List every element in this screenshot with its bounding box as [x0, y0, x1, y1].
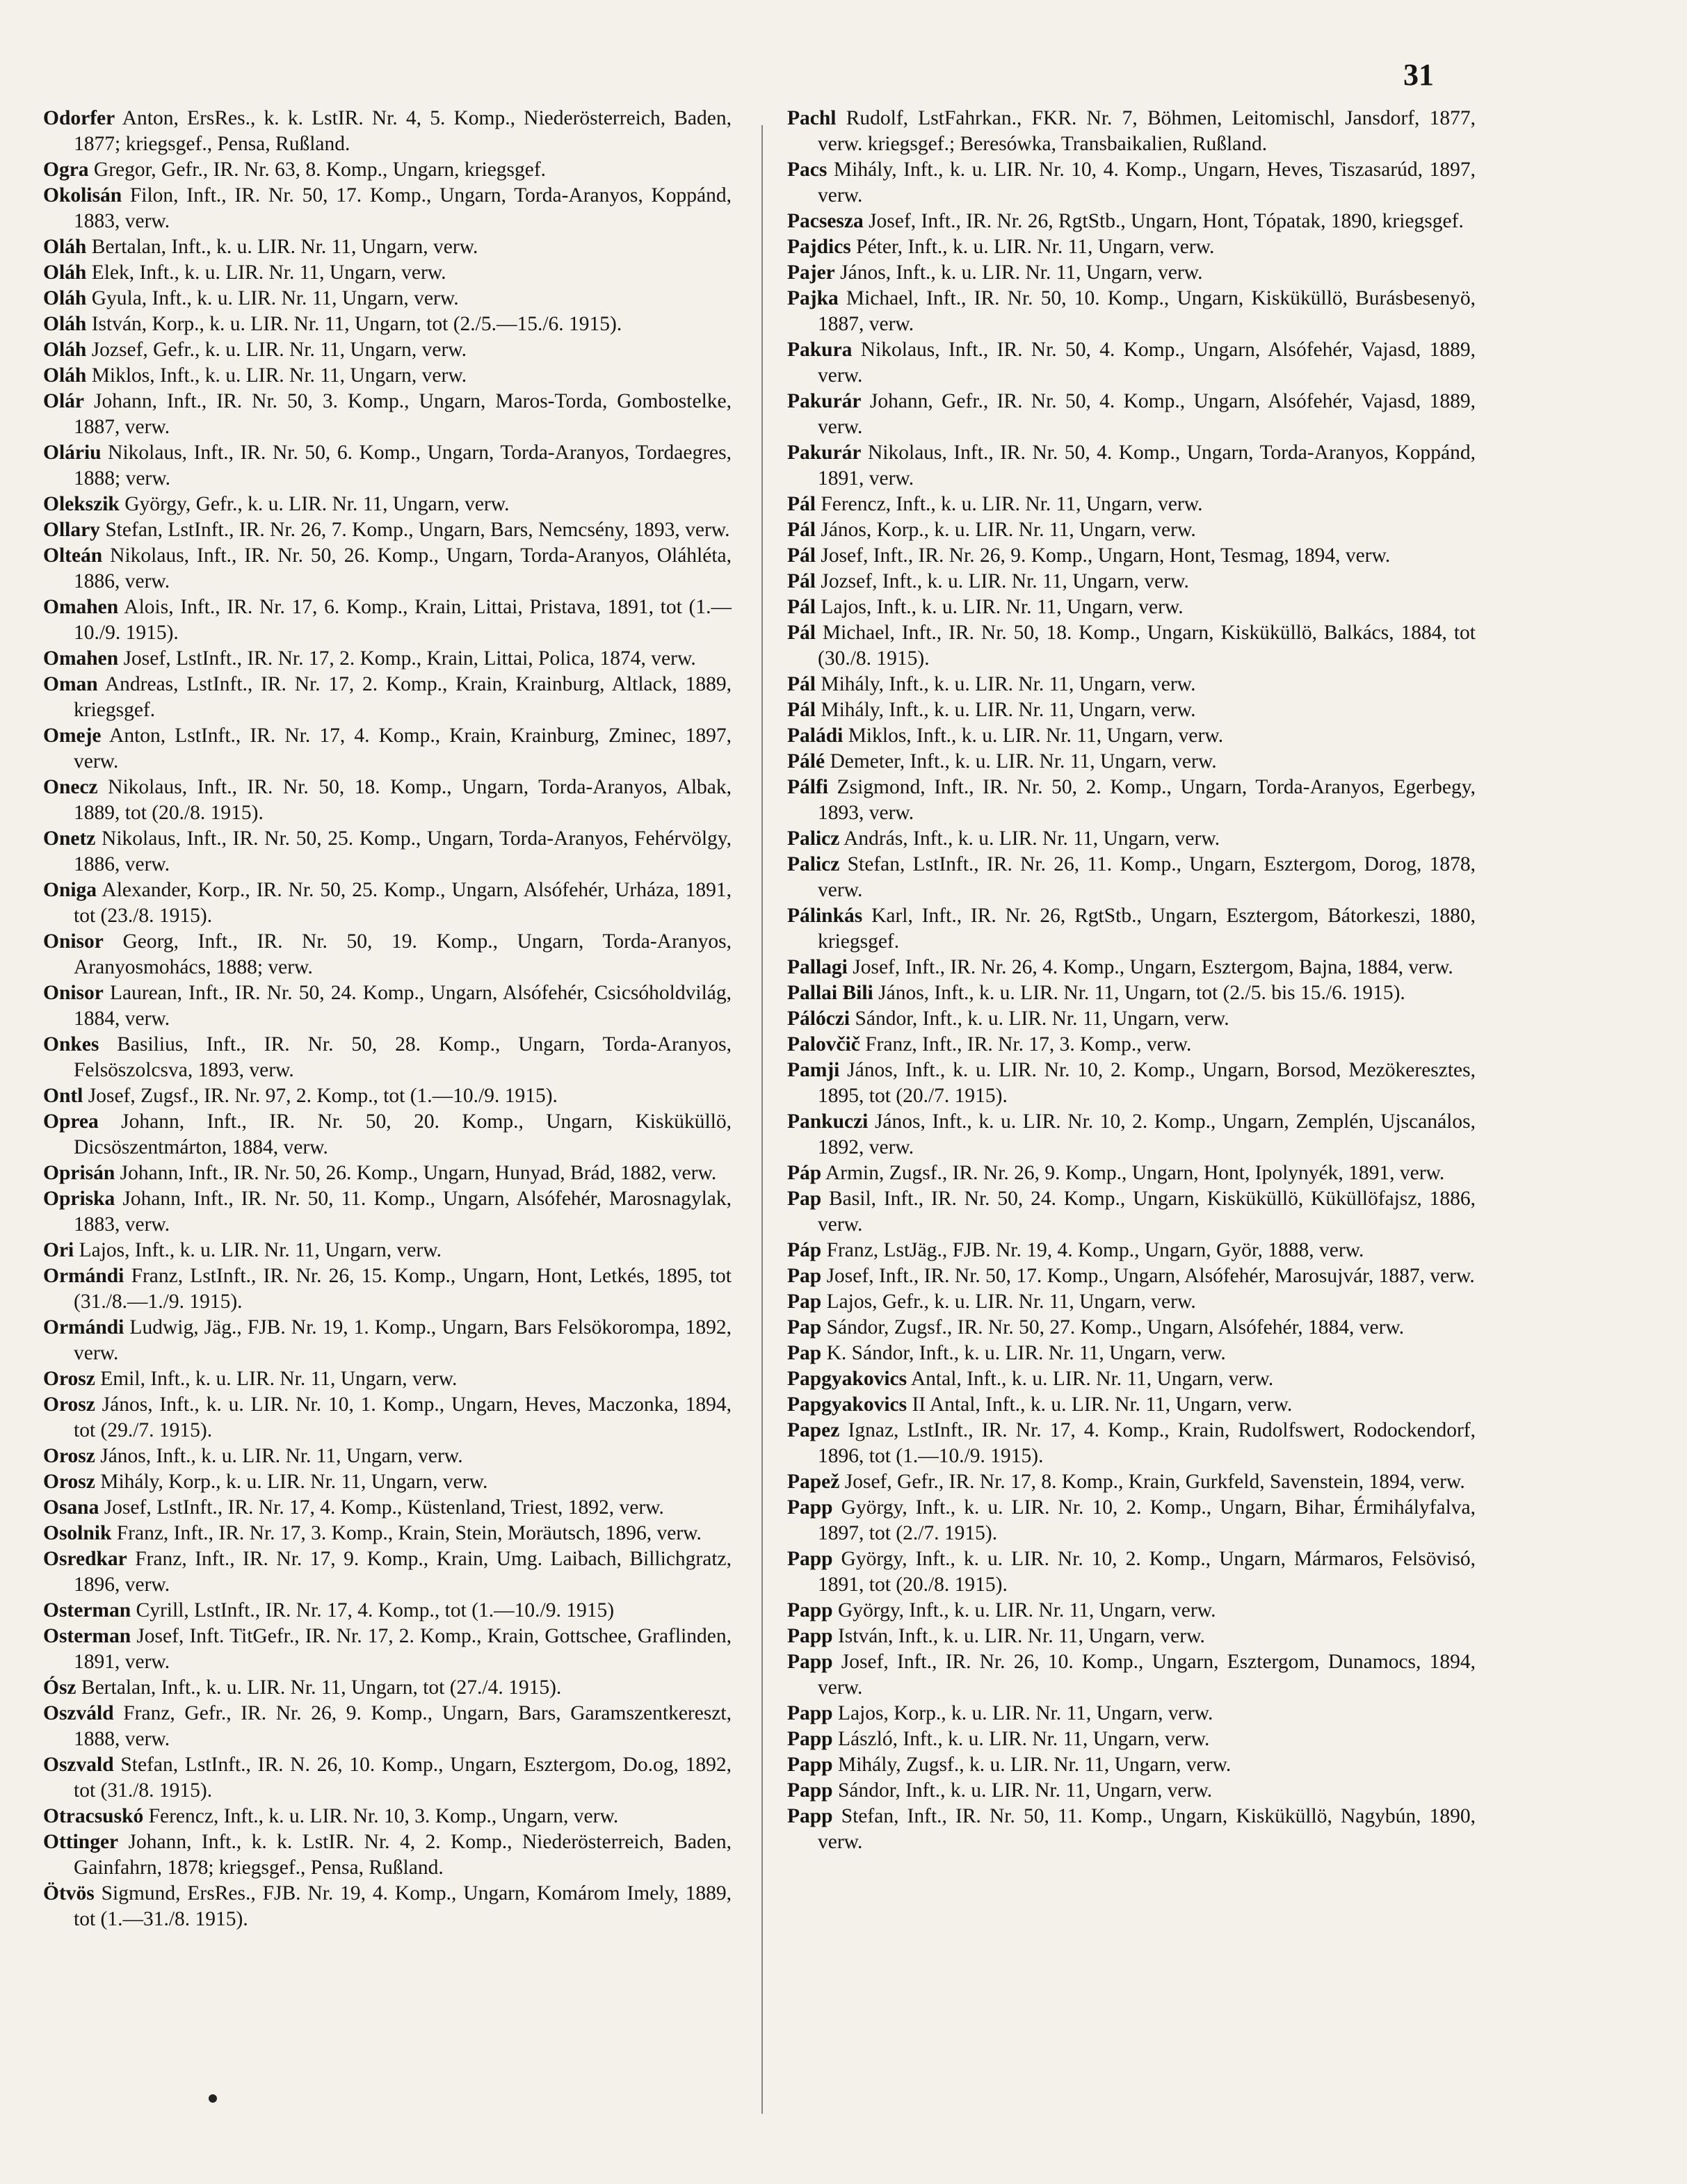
entry-details: Josef, LstInft., IR. Nr. 17, 4. Komp., Küstenland, Triest, 1892, verw. — [99, 1496, 664, 1519]
entry-details: Josef, Inft., IR. Nr. 26, 4. Komp., Ungarn, Esztergom, Bajna, 1884, verw. — [847, 956, 1453, 978]
list-entry — [787, 723, 1476, 749]
entry-details: Mihály, Zugsf., k. u. LIR. Nr. 11, Ungarn, verw. — [832, 1754, 1232, 1776]
entry-details: Ferencz, Inft., k. u. LIR. Nr. 11, Ungarn, verw. — [815, 493, 1203, 515]
entry-details: István, Inft., k. u. LIR. Nr. 11, Ungarn, verw. — [832, 1625, 1205, 1647]
entry-details: János, Inft., k. u. LIR. Nr. 10, 2. Komp., Ungarn, Zemplén, Ujscanálos, 1892, verw. — [818, 1110, 1476, 1158]
entry-surname: Onecz — [43, 776, 98, 798]
entry-surname: Palicz — [787, 853, 840, 875]
entry-details: Johann, Gefr., IR. Nr. 50, 4. Komp., Ungarn, Alsófehér, Vajasd, 1889, verw. — [818, 390, 1476, 438]
entry-details: János, Korp., k. u. LIR. Nr. 11, Ungarn, verw. — [815, 519, 1196, 541]
entry-surname: Pachl — [787, 107, 837, 129]
entry-details: Jozsef, Gefr., k. u. LIR. Nr. 11, Ungarn, verw. — [86, 339, 467, 361]
entry-surname: Onkes — [43, 1033, 99, 1055]
entry-surname: Osterman — [43, 1625, 131, 1647]
list-entry — [787, 337, 1476, 389]
list-entry — [43, 1469, 732, 1495]
list-entry — [787, 955, 1476, 980]
entry-details: Georg, Inft., IR. Nr. 50, 19. Komp., Ungarn, Torda-Aranyos, Aranyosmohács, 1888; verw. — [74, 930, 732, 978]
entry-details: Lajos, Korp., k. u. LIR. Nr. 11, Ungarn, verw. — [832, 1702, 1213, 1724]
entry-details: György, Inft., k. u. LIR. Nr. 11, Ungarn, verw. — [832, 1599, 1216, 1621]
entry-surname: Pap — [787, 1265, 822, 1287]
list-entry — [43, 1881, 732, 1932]
entry-details: Zsigmond, Inft., IR. Nr. 50, 2. Komp., Ungarn, Torda-Aranyos, Egerbegy, 1893, verw. — [818, 776, 1476, 824]
entry-surname: Papp — [787, 1779, 833, 1802]
entry-surname: Pálfi — [787, 776, 828, 798]
list-entry — [43, 1495, 732, 1521]
list-entry — [787, 1726, 1476, 1752]
list-entry — [787, 1032, 1476, 1058]
entry-details: Rudolf, LstFahrkan., FKR. Nr. 7, Böhmen, Leitomischl, Jansdorf, 1877, verw. kriegsgef.; Beresówka, Transbaikalien, Rußland. — [818, 107, 1476, 155]
list-entry — [787, 1804, 1476, 1855]
list-entry — [43, 157, 732, 183]
entry-details: Mihály, Inft., k. u. LIR. Nr. 11, Ungarn, verw. — [815, 699, 1196, 721]
list-entry — [43, 672, 732, 723]
entry-surname: Pakurár — [787, 442, 862, 464]
entry-details: János, Inft., k. u. LIR. Nr. 10, 2. Komp., Ungarn, Borsod, Mezökeresztes, 1895, tot (20./7. 1915). — [818, 1059, 1476, 1107]
list-entry — [787, 1418, 1476, 1469]
list-entry — [43, 1160, 732, 1186]
entry-details: Josef, Inft., IR. Nr. 26, RgtStb., Ungarn, Hont, Tópatak, 1890, kriegsgef. — [863, 210, 1464, 232]
list-entry — [787, 1186, 1476, 1238]
list-entry — [43, 183, 732, 234]
list-entry — [43, 1392, 732, 1443]
entry-surname: Pap — [787, 1188, 822, 1210]
list-entry — [43, 1315, 732, 1366]
entry-details: Demeter, Inft., k. u. LIR. Nr. 11, Ungarn, verw. — [825, 750, 1217, 773]
entry-surname: Omeje — [43, 725, 102, 747]
entry-details: Franz, Inft., IR. Nr. 17, 3. Komp., Krain, Stein, Moräutsch, 1896, verw. — [111, 1522, 702, 1544]
list-entry — [43, 1829, 732, 1881]
entry-surname: Pacs — [787, 159, 828, 181]
entry-surname: Okolisán — [43, 184, 122, 207]
list-entry — [787, 234, 1476, 260]
entry-surname: Paládi — [787, 725, 844, 747]
list-entry — [43, 1701, 732, 1752]
list-entry — [787, 1160, 1476, 1186]
entry-details: Nikolaus, Inft., IR. Nr. 50, 18. Komp., Ungarn, Torda-Aranyos, Albak, 1889, tot (20./8. 1915). — [74, 776, 732, 824]
entry-details: Jozsef, Inft., k. u. LIR. Nr. 11, Ungarn, verw. — [815, 570, 1189, 592]
list-entry — [43, 877, 732, 929]
list-entry — [787, 620, 1476, 672]
list-entry — [787, 852, 1476, 903]
list-entry — [787, 389, 1476, 440]
entry-surname: Onisor — [43, 982, 104, 1004]
entry-details: Michael, Inft., IR. Nr. 50, 10. Komp., Ungarn, Kisküküllö, Burásbesenyö, 1887, verw. — [818, 287, 1476, 335]
list-entry — [787, 775, 1476, 826]
entry-details: Anton, LstInft., IR. Nr. 17, 4. Komp., Krain, Krainburg, Zminec, 1897, verw. — [74, 725, 732, 773]
entry-surname: Oniga — [43, 879, 97, 901]
entry-surname: Palovčič — [787, 1033, 860, 1055]
entry-surname: Omahen — [43, 596, 119, 618]
entry-details: Josef, Inft., IR. Nr. 26, 10. Komp., Ungarn, Esztergom, Dunamocs, 1894, verw. — [818, 1651, 1476, 1699]
entry-surname: Osredkar — [43, 1548, 127, 1570]
list-entry — [787, 903, 1476, 955]
list-entry — [787, 1058, 1476, 1109]
entry-surname: Orosz — [43, 1445, 95, 1467]
entry-surname: Oláh — [43, 236, 87, 258]
entry-details: Cyrill, LstInft., IR. Nr. 17, 4. Komp., tot (1.—10./9. 1915) — [131, 1599, 615, 1621]
entry-details: Sándor, Inft., k. u. LIR. Nr. 11, Ungarn, verw. — [832, 1779, 1213, 1802]
entry-details: Johann, Inft., IR. Nr. 50, 26. Komp., Ungarn, Hunyad, Brád, 1882, verw. — [115, 1162, 717, 1184]
entry-surname: Papgyakovics — [787, 1393, 907, 1416]
entry-surname: Onetz — [43, 827, 96, 850]
entry-surname: Pál — [787, 699, 816, 721]
list-entry — [787, 1006, 1476, 1032]
entry-details: Filon, Inft., IR. Nr. 50, 17. Komp., Ungarn, Torda-Aranyos, Koppánd, 1883, verw. — [74, 184, 732, 232]
entry-surname: Omahen — [43, 647, 119, 670]
entry-details: Stefan, Inft., IR. Nr. 50, 11. Komp., Ungarn, Kisküküllö, Nagybún, 1890, verw. — [818, 1805, 1476, 1853]
entry-details: Antal, Inft., k. u. LIR. Nr. 11, Ungarn, verw. — [907, 1368, 1274, 1390]
list-entry — [787, 106, 1476, 157]
entry-details: György, Inft., k. u. LIR. Nr. 10, 2. Komp., Ungarn, Mármaros, Felsövisó, 1891, tot (20./8. 1915). — [818, 1548, 1476, 1596]
entry-surname: Oprisán — [43, 1162, 115, 1184]
entry-details: Johann, Inft., IR. Nr. 50, 20. Komp., Ungarn, Kisküküllö, Dicsöszentmárton, 1884, verw. — [74, 1110, 732, 1158]
entry-details: Elek, Inft., k. u. LIR. Nr. 11, Ungarn, verw. — [86, 261, 446, 284]
list-entry — [43, 1443, 732, 1469]
list-entry — [787, 286, 1476, 337]
entry-details: Lajos, Gefr., k. u. LIR. Nr. 11, Ungarn, verw. — [821, 1291, 1196, 1313]
list-entry — [43, 826, 732, 877]
entry-details: György, Gefr., k. u. LIR. Nr. 11, Ungarn, verw. — [119, 493, 510, 515]
list-entry — [43, 1624, 732, 1675]
entry-surname: Onisor — [43, 930, 104, 953]
entry-surname: Papp — [787, 1599, 833, 1621]
list-entry — [43, 1546, 732, 1598]
entry-surname: Pálinkás — [787, 905, 863, 927]
entry-surname: Olár — [43, 390, 84, 412]
entry-details: Ferencz, Inft., k. u. LIR. Nr. 10, 3. Komp., Ungarn, verw. — [143, 1805, 619, 1827]
list-entry — [43, 1032, 732, 1083]
entry-surname: Oszváld — [43, 1702, 114, 1724]
entry-surname: Ottinger — [43, 1831, 119, 1853]
entry-surname: Ontl — [43, 1085, 83, 1107]
entry-details: János, Inft., k. u. LIR. Nr. 11, Ungarn, verw. — [95, 1445, 463, 1467]
entry-surname: Oláh — [43, 287, 87, 309]
list-entry — [787, 1469, 1476, 1495]
entry-surname: Orosz — [43, 1393, 95, 1416]
entry-details: Sándor, Inft., k. u. LIR. Nr. 11, Ungarn, verw. — [850, 1008, 1229, 1030]
entry-surname: Papp — [787, 1728, 833, 1750]
entry-details: Andreas, LstInft., IR. Nr. 17, 2. Komp., Krain, Krainburg, Altlack, 1889, kriegsgef. — [74, 673, 732, 721]
entry-surname: Ósz — [43, 1676, 76, 1699]
list-entry — [43, 363, 732, 389]
entry-details: János, Inft., k. u. LIR. Nr. 11, Ungarn, verw. — [834, 261, 1203, 284]
column-divider — [761, 125, 763, 2114]
list-entry — [43, 389, 732, 440]
entry-details: Bertalan, Inft., k. u. LIR. Nr. 11, Ungarn, verw. — [86, 236, 478, 258]
stray-ink-dot — [209, 2094, 217, 2103]
entry-details: Franz, Inft., IR. Nr. 17, 3. Komp., verw. — [859, 1033, 1192, 1055]
entry-details: K. Sándor, Inft., k. u. LIR. Nr. 11, Ungarn, verw. — [821, 1342, 1226, 1364]
entry-surname: Pakura — [787, 339, 853, 361]
entry-surname: Osana — [43, 1496, 99, 1519]
entry-surname: Olteán — [43, 544, 103, 567]
list-entry — [43, 1675, 732, 1701]
list-entry — [787, 1341, 1476, 1366]
entry-details: Josef, Gefr., IR. Nr. 17, 8. Komp., Krain, Gurkfeld, Savenstein, 1894, verw. — [839, 1471, 1465, 1493]
entry-details: Franz, LstInft., IR. Nr. 26, 15. Komp., Ungarn, Hont, Letkés, 1895, tot (31./8.—1./9. 1915). — [74, 1265, 732, 1313]
entry-surname: Palicz — [787, 827, 840, 850]
entry-surname: Pál — [787, 493, 816, 515]
right-column — [787, 106, 1476, 1855]
entry-surname: Papp — [787, 1548, 833, 1570]
list-entry — [43, 646, 732, 672]
list-entry — [43, 106, 732, 157]
entry-details: Ignaz, LstInft., IR. Nr. 17, 4. Komp., Krain, Rudolfswert, Rodockendorf, 1896, tot (1.—10./9. 1915). — [818, 1419, 1476, 1467]
list-entry — [787, 492, 1476, 517]
list-entry — [43, 260, 732, 286]
list-entry — [43, 1186, 732, 1238]
entry-surname: Osolnik — [43, 1522, 112, 1544]
list-entry — [787, 543, 1476, 569]
entry-surname: Papp — [787, 1754, 833, 1776]
entry-details: Nikolaus, Inft., IR. Nr. 50, 4. Komp., Ungarn, Alsófehér, Vajasd, 1889, verw. — [818, 339, 1476, 387]
entry-details: Johann, Inft., IR. Nr. 50, 11. Komp., Ungarn, Alsófehér, Marosnagylak, 1883, verw. — [74, 1188, 732, 1236]
list-entry — [43, 594, 732, 646]
list-entry — [43, 1752, 732, 1804]
list-entry — [787, 157, 1476, 209]
entry-surname: Pajdics — [787, 236, 851, 258]
entry-details: János, Inft., k. u. LIR. Nr. 11, Ungarn, tot (2./5. bis 15./6. 1915). — [873, 982, 1405, 1004]
entry-surname: Ormándi — [43, 1316, 124, 1338]
entry-details: Gregor, Gefr., IR. Nr. 63, 8. Komp., Ungarn, kriegsgef. — [88, 159, 547, 181]
entry-details: Gyula, Inft., k. u. LIR. Nr. 11, Ungarn, verw. — [86, 287, 459, 309]
entry-surname: Oprea — [43, 1110, 99, 1133]
entry-details: Franz, Inft., IR. Nr. 17, 9. Komp., Krain, Umg. Laibach, Billichgratz, 1896, verw. — [74, 1548, 732, 1596]
entry-surname: Páp — [787, 1239, 822, 1261]
entry-details: Michael, Inft., IR. Nr. 50, 18. Komp., Ungarn, Kisküküllö, Balkács, 1884, tot (30./8. 1915). — [815, 622, 1476, 670]
list-entry — [787, 980, 1476, 1006]
list-entry — [43, 1521, 732, 1546]
list-entry — [43, 1598, 732, 1624]
entry-details: Josef, Inft., IR. Nr. 26, 9. Komp., Ungarn, Hont, Tesmag, 1894, verw. — [815, 544, 1391, 567]
list-entry — [787, 672, 1476, 697]
entry-details: Johann, Inft., k. k. LstIR. Nr. 4, 2. Komp., Niederösterreich, Baden, Gainfahrn, 1878; kriegsgef., Pensa, Rußland. — [74, 1831, 732, 1879]
list-entry — [787, 1752, 1476, 1778]
entry-details: Anton, ErsRes., k. k. LstIR. Nr. 4, 5. Komp., Niederösterreich, Baden, 1877; kriegsgef., Pensa, Rußland. — [74, 107, 732, 155]
list-entry — [43, 1238, 732, 1263]
list-entry — [787, 749, 1476, 775]
entry-surname: Pál — [787, 570, 816, 592]
entry-details: Alois, Inft., IR. Nr. 17, 6. Komp., Krain, Littai, Pristava, 1891, tot (1.—10./9. 1915). — [74, 596, 732, 644]
entry-surname: Páp — [787, 1162, 822, 1184]
entry-surname: Pál — [787, 622, 816, 644]
entry-details: András, Inft., k. u. LIR. Nr. 11, Ungarn, verw. — [839, 827, 1220, 850]
list-entry — [43, 543, 732, 594]
entry-surname: Ogra — [43, 159, 89, 181]
entry-surname: Pap — [787, 1342, 822, 1364]
entry-surname: Ollary — [43, 519, 100, 541]
entry-surname: Oláh — [43, 261, 87, 284]
entry-surname: Pál — [787, 519, 816, 541]
entry-details: János, Inft., k. u. LIR. Nr. 10, 1. Komp., Ungarn, Heves, Maczonka, 1894, tot (29./7. 1915). — [74, 1393, 732, 1441]
entry-surname: Ormándi — [43, 1265, 124, 1287]
list-entry — [787, 1495, 1476, 1546]
entry-surname: Odorfer — [43, 107, 115, 129]
list-entry — [787, 1778, 1476, 1804]
entry-surname: Otracsuskó — [43, 1805, 144, 1827]
list-entry — [787, 260, 1476, 286]
left-column — [43, 106, 732, 1932]
list-entry — [787, 1109, 1476, 1160]
entry-surname: Orosz — [43, 1471, 95, 1493]
entry-surname: Papgyakovics — [787, 1368, 907, 1390]
list-entry — [43, 517, 732, 543]
list-entry — [787, 697, 1476, 723]
entry-details: László, Inft., k. u. LIR. Nr. 11, Ungarn, verw. — [832, 1728, 1210, 1750]
entry-surname: Oláh — [43, 364, 87, 387]
entry-details: Mihály, Inft., k. u. LIR. Nr. 11, Ungarn, verw. — [815, 673, 1196, 695]
list-entry — [43, 286, 732, 312]
entry-details: Stefan, LstInft., IR. Nr. 26, 11. Komp., Ungarn, Esztergom, Dorog, 1878, verw. — [818, 853, 1476, 901]
entry-surname: Pajer — [787, 261, 835, 284]
entry-details: Bertalan, Inft., k. u. LIR. Nr. 11, Ungarn, tot (27./4. 1915). — [76, 1676, 562, 1699]
list-entry — [787, 826, 1476, 852]
entry-details: Sigmund, ErsRes., FJB. Nr. 19, 4. Komp., Ungarn, Komárom Imely, 1889, tot (1.—31./8. 1915). — [74, 1882, 732, 1930]
entry-details: Karl, Inft., IR. Nr. 26, RgtStb., Ungarn, Esztergom, Bátorkeszi, 1880, kriegsgef. — [818, 905, 1476, 953]
list-entry — [787, 594, 1476, 620]
list-entry — [787, 440, 1476, 492]
entry-details: Basil, Inft., IR. Nr. 50, 24. Komp., Ungarn, Kisküküllö, Küküllöfajsz, 1886, verw. — [818, 1188, 1476, 1236]
entry-surname: Pál — [787, 544, 816, 567]
list-entry — [43, 1263, 732, 1315]
entry-surname: Pálóczi — [787, 1008, 850, 1030]
entry-surname: Pankuczi — [787, 1110, 869, 1133]
entry-surname: Olekszik — [43, 493, 120, 515]
entry-surname: Papp — [787, 1496, 833, 1519]
page-number: 31 — [1403, 58, 1434, 92]
entry-details: Mihály, Inft., k. u. LIR. Nr. 10, 4. Komp., Ungarn, Heves, Tiszasarúd, 1897, verw. — [818, 159, 1476, 207]
entry-details: Nikolaus, Inft., IR. Nr. 50, 4. Komp., Ungarn, Torda-Aranyos, Koppánd, 1891, verw. — [818, 442, 1476, 490]
entry-details: Franz, LstJäg., FJB. Nr. 19, 4. Komp., Ungarn, Györ, 1888, verw. — [821, 1239, 1364, 1261]
list-entry — [787, 1238, 1476, 1263]
list-entry — [43, 492, 732, 517]
entry-details: Péter, Inft., k. u. LIR. Nr. 11, Ungarn, verw. — [850, 236, 1215, 258]
entry-details: Nikolaus, Inft., IR. Nr. 50, 25. Komp., Ungarn, Torda-Aranyos, Fehérvölgy, 1886, verw. — [74, 827, 732, 875]
entry-details: György, Inft., k. u. LIR. Nr. 10, 2. Komp., Ungarn, Bihar, Érmihályfalva, 1897, tot (2./7. 1915). — [818, 1496, 1476, 1544]
entry-surname: Opriska — [43, 1188, 115, 1210]
entry-surname: Oman — [43, 673, 98, 695]
entry-details: Alexander, Korp., IR. Nr. 50, 25. Komp., Ungarn, Alsófehér, Urháza, 1891, tot (23./8. 1915). — [74, 879, 732, 927]
entry-details: II Antal, Inft., k. u. LIR. Nr. 11, Ungarn, verw. — [907, 1393, 1293, 1416]
list-entry — [43, 337, 732, 363]
list-entry — [787, 1649, 1476, 1701]
list-entry — [787, 1289, 1476, 1315]
entry-surname: Osterman — [43, 1599, 131, 1621]
list-entry — [43, 929, 732, 980]
list-entry — [787, 1366, 1476, 1392]
entry-details: Stefan, LstInft., IR. N. 26, 10. Komp., Ungarn, Esztergom, Do.og, 1892, tot (31./8. 1915). — [74, 1754, 732, 1802]
entry-surname: Papp — [787, 1805, 833, 1827]
list-entry — [43, 723, 732, 775]
entry-details: Johann, Inft., IR. Nr. 50, 3. Komp., Ungarn, Maros-Torda, Gombostelke, 1887, verw. — [74, 390, 732, 438]
entry-details: Nikolaus, Inft., IR. Nr. 50, 26. Komp., Ungarn, Torda-Aranyos, Oláhléta, 1886, verw. — [74, 544, 732, 592]
entry-details: Basilius, Inft., IR. Nr. 50, 28. Komp., Ungarn, Torda-Aranyos, Felsöszolcsva, 1893, verw. — [74, 1033, 732, 1081]
entry-details: Ludwig, Jäg., FJB. Nr. 19, 1. Komp., Ungarn, Bars Felsökorompa, 1892, verw. — [74, 1316, 732, 1364]
list-entry — [43, 234, 732, 260]
entry-surname: Papp — [787, 1651, 833, 1673]
entry-surname: Pál — [787, 673, 816, 695]
entry-surname: Papp — [787, 1625, 833, 1647]
entry-surname: Papez — [787, 1419, 840, 1441]
entry-surname: Pál — [787, 596, 816, 618]
list-entry — [43, 775, 732, 826]
entry-details: Franz, Gefr., IR. Nr. 26, 9. Komp., Ungarn, Bars, Garamszentkereszt, 1888, verw. — [74, 1702, 732, 1750]
list-entry — [787, 1546, 1476, 1598]
entry-details: Lajos, Inft., k. u. LIR. Nr. 11, Ungarn, verw. — [815, 596, 1184, 618]
list-entry — [787, 1598, 1476, 1624]
entry-surname: Orosz — [43, 1368, 95, 1390]
entry-surname: Oláh — [43, 339, 87, 361]
entry-surname: Pamji — [787, 1059, 840, 1081]
entry-details: Josef, Inft., IR. Nr. 50, 17. Komp., Ungarn, Alsófehér, Marosujvár, 1887, verw. — [821, 1265, 1475, 1287]
list-entry — [43, 440, 732, 492]
list-entry — [787, 517, 1476, 543]
entry-details: Josef, Inft. TitGefr., IR. Nr. 17, 2. Komp., Krain, Gottschee, Graflinden, 1891, verw. — [74, 1625, 732, 1673]
entry-details: Josef, LstInft., IR. Nr. 17, 2. Komp., Krain, Littai, Polica, 1874, verw. — [118, 647, 696, 670]
entry-surname: Pallai Bili — [787, 982, 873, 1004]
entry-surname: Pap — [787, 1291, 822, 1313]
list-entry — [787, 1701, 1476, 1726]
list-entry — [787, 1624, 1476, 1649]
entry-surname: Pacsesza — [787, 210, 864, 232]
entry-surname: Ori — [43, 1239, 74, 1261]
entry-details: Sándor, Zugsf., IR. Nr. 50, 27. Komp., Ungarn, Alsófehér, 1884, verw. — [821, 1316, 1405, 1338]
list-entry — [787, 1263, 1476, 1289]
entry-surname: Pallagi — [787, 956, 848, 978]
entry-details: Miklos, Inft., k. u. LIR. Nr. 11, Ungarn, verw. — [86, 364, 467, 387]
entry-details: Stefan, LstInft., IR. Nr. 26, 7. Komp., Ungarn, Bars, Nemcsény, 1893, verw. — [99, 519, 730, 541]
entry-details: Mihály, Korp., k. u. LIR. Nr. 11, Ungarn, verw. — [95, 1471, 488, 1493]
entry-surname: Pajka — [787, 287, 839, 309]
list-entry — [787, 1392, 1476, 1418]
list-entry — [787, 569, 1476, 594]
entry-details: István, Korp., k. u. LIR. Nr. 11, Ungarn, tot (2./5.—15./6. 1915). — [86, 313, 622, 335]
entry-details: Laurean, Inft., IR. Nr. 50, 24. Komp., Ungarn, Alsófehér, Csicsóholdvilág, 1884, verw. — [74, 982, 732, 1030]
entry-surname: Oszvald — [43, 1754, 114, 1776]
list-entry — [43, 980, 732, 1032]
entry-surname: Oláh — [43, 313, 87, 335]
entry-details: Emil, Inft., k. u. LIR. Nr. 11, Ungarn, verw. — [95, 1368, 458, 1390]
list-entry — [43, 1804, 732, 1829]
entry-surname: Ötvös — [43, 1882, 95, 1904]
entry-surname: Pálé — [787, 750, 825, 773]
entry-details: Lajos, Inft., k. u. LIR. Nr. 11, Ungarn, verw. — [74, 1239, 442, 1261]
entry-details: Miklos, Inft., k. u. LIR. Nr. 11, Ungarn, verw. — [843, 725, 1224, 747]
list-entry — [787, 209, 1476, 234]
entry-surname: Pap — [787, 1316, 822, 1338]
list-entry — [787, 1315, 1476, 1341]
entry-surname: Pakurár — [787, 390, 862, 412]
entry-surname: Papež — [787, 1471, 840, 1493]
entry-details: Armin, Zugsf., IR. Nr. 26, 9. Komp., Ungarn, Hont, Ipolynyék, 1891, verw. — [821, 1162, 1445, 1184]
list-entry — [43, 312, 732, 337]
list-entry — [43, 1109, 732, 1160]
entry-surname: Papp — [787, 1702, 833, 1724]
entry-details: Josef, Zugsf., IR. Nr. 97, 2. Komp., tot (1.—10./9. 1915). — [83, 1085, 558, 1107]
entry-details: Nikolaus, Inft., IR. Nr. 50, 6. Komp., Ungarn, Torda-Aranyos, Tordaegres, 1888; verw. — [74, 442, 732, 490]
list-entry — [43, 1366, 732, 1392]
entry-surname: Oláriu — [43, 442, 102, 464]
list-entry — [43, 1083, 732, 1109]
